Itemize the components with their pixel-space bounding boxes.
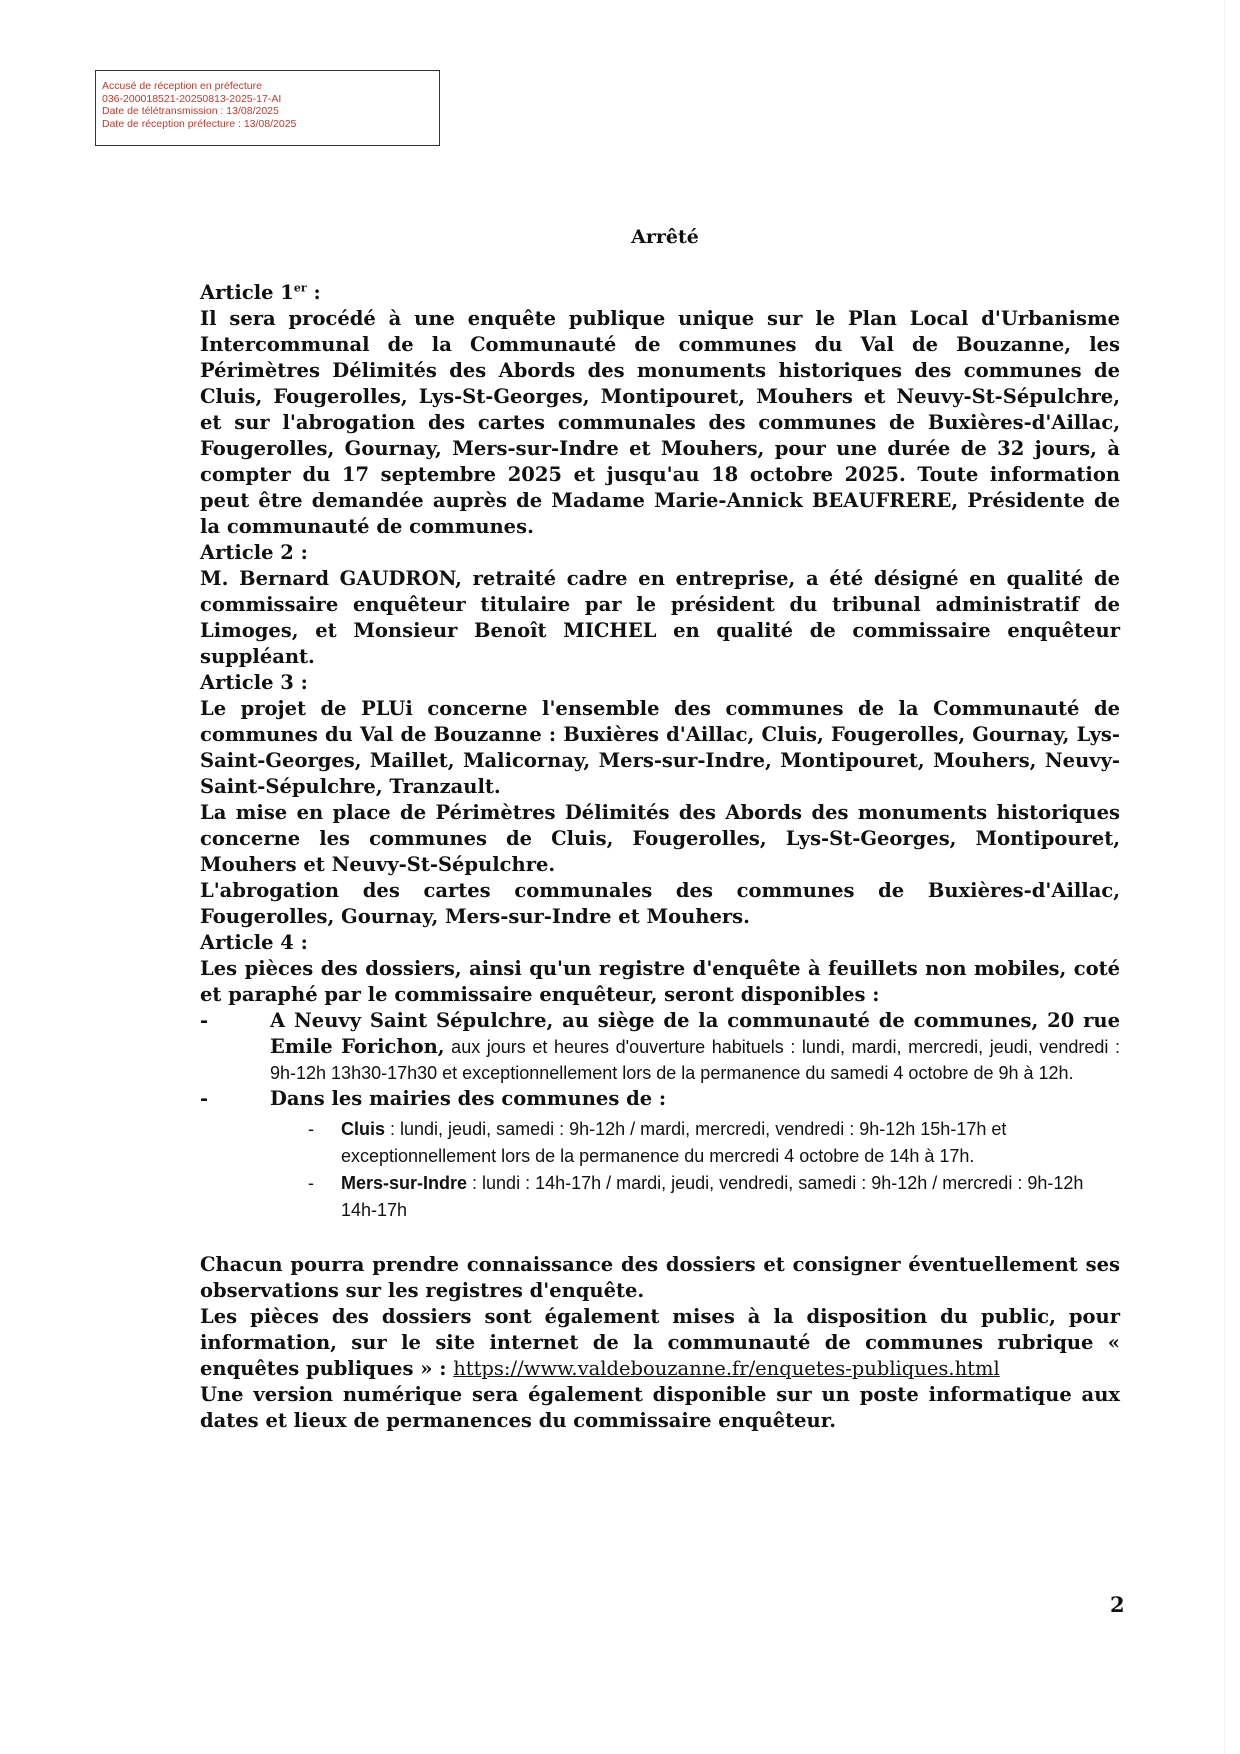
article-3-paragraph: L'abrogation des cartes communales des communes de Buxières-d'Aillac, Fougerolles, Gournay, Mers-sur-Indre et Mouhers. bbox=[200, 879, 1120, 928]
article-1-heading-text: Article 1 bbox=[200, 281, 294, 304]
website-link[interactable]: https://www.valdebouzanne.fr/enquetes-publiques.html bbox=[453, 1357, 1000, 1380]
prefecture-receipt-stamp bbox=[95, 70, 440, 146]
article-1-heading bbox=[200, 280, 1120, 306]
bullet-body bbox=[270, 1008, 1120, 1086]
closing-paragraph: Chacun pourra prendre connaissance des dossiers et consigner éventuellement ses observations sur les registres d'enquête. bbox=[200, 1253, 1120, 1302]
stamp-line: Accusé de réception en préfecture bbox=[102, 80, 262, 92]
stamp-line: Date de télétransmission : 13/08/2025 bbox=[102, 105, 279, 117]
bullet-dash: - bbox=[200, 1087, 209, 1110]
page-number: 2 bbox=[1110, 1592, 1125, 1617]
sub-item-body bbox=[341, 1116, 1120, 1170]
article-1-heading-superscript: er bbox=[293, 281, 307, 295]
bullet-body: Dans les mairies des communes de : bbox=[270, 1087, 667, 1110]
article-3-paragraph: La mise en place de Périmètres Délimités des Abords des monuments historiques concerne les communes de Cluis, Fougerolles, Lys-St-Georges, Montipouret, Mouhers et Neuvy-St-Sépulchre. bbox=[200, 801, 1120, 876]
stamp-line: 036-200018521-20250813-2025-17-AI bbox=[102, 92, 282, 105]
stamp-line: Date de réception préfecture : 13/08/2025 bbox=[102, 117, 297, 130]
sub-bullet-dash: - bbox=[308, 1173, 314, 1193]
article-1-text: Il sera procédé à une enquête publique unique sur le Plan Local d'Urbanisme Intercommunal de la Communauté de communes du Val de Bouzanne, les Périmètres Délimités des Abords des monuments historiques des communes de Cluis, Fougerolles, Lys-St-Georges, Montipouret, Mouhers et Neuvy-St-Sépulchre, et sur l'abrogation des cartes communales des communes de Buxières-d'Aillac, Fougerolles, Gournay, Mers-sur-Indre et Mouhers, pour une durée de 32 jours, à compter du 17 septembre 2025 et jusqu'au 18 octobre 2025. Toute information peut être demandée auprès de Madame Marie-Annick BEAUFRERE, Présidente de la communauté de communes. bbox=[200, 307, 1120, 538]
availability-bullet-siege bbox=[200, 1008, 1120, 1086]
spacer bbox=[200, 1224, 1120, 1252]
commune-name: Mers-sur-Indre bbox=[341, 1173, 468, 1193]
commune-name: Cluis bbox=[341, 1119, 386, 1139]
website-lead-text: Les pièces des dossiers sont également mises à la disposition du public, pour information, sur le site internet de la communauté de communes rubrique « enquêtes publiques » : bbox=[200, 1305, 1120, 1380]
sub-bullet-dash: - bbox=[308, 1119, 314, 1139]
commune-hours: : lundi : 14h-17h / mardi, jeudi, vendredi, samedi : 9h-12h / mercredi : 9h-12h 14h-17h bbox=[341, 1173, 1084, 1220]
document-body bbox=[200, 280, 1120, 1434]
list-item bbox=[308, 1170, 1120, 1224]
sub-item-body bbox=[341, 1170, 1120, 1224]
closing-paragraph-website bbox=[200, 1304, 1120, 1382]
article-4-intro: Les pièces des dossiers, ainsi qu'un registre d'enquête à feuillets non mobiles, coté et paraphé par le commissaire enquêteur, seront disponibles : bbox=[200, 957, 1120, 1006]
bullet-dash: - bbox=[200, 1009, 209, 1032]
article-2-text: M. Bernard GAUDRON, retraité cadre en entreprise, a été désigné en qualité de commissaire enquêteur titulaire par le président du tribunal administratif de Limoges, et Monsieur Benoît MICHEL en qualité de commissaire enquêteur suppléant. bbox=[200, 567, 1120, 668]
availability-bullet-mairies bbox=[200, 1086, 1120, 1112]
closing-paragraph-digital: Une version numérique sera également disponible sur un poste informatique aux dates et lieux de permanences du commissaire enquêteur. bbox=[200, 1383, 1120, 1432]
article-2-heading: Article 2 : bbox=[200, 541, 308, 564]
list-item bbox=[308, 1116, 1120, 1170]
bullet-bold-text: A Neuvy Saint Sépulchre, au siège de la communauté de communes, 20 rue Emile Forichon, bbox=[270, 1009, 1120, 1058]
article-1-heading-suffix: : bbox=[306, 281, 321, 304]
article-3-heading: Article 3 : bbox=[200, 671, 308, 694]
document-title: Arrêté bbox=[631, 226, 699, 248]
bullet-normal-text: aux jours et heures d'ouverture habituels : lundi, mardi, mercredi, jeudi, vendredi : 9h-12h 13h30-17h30 et exceptionnellement lors de la permanence du samedi 4 octobre de 9h à 12h. bbox=[270, 1037, 1121, 1083]
commune-hours: : lundi, jeudi, samedi : 9h-12h / mardi, mercredi, vendredi : 9h-12h 15h-17h et exceptionnellement lors de la permanence du mercredi 4 octobre de 14h à 17h. bbox=[341, 1119, 1007, 1166]
article-3-paragraph: Le projet de PLUi concerne l'ensemble des communes de la Communauté de communes du Val de Bouzanne : Buxières d'Aillac, Cluis, Fougerolles, Gournay, Lys-Saint-Georges, Maillet, Malicornay, Mers-sur-Indre, Montipouret, Mouhers, Neuvy-Saint-Sépulchre, Tranzault. bbox=[200, 697, 1120, 798]
scan-edge-line bbox=[1224, 0, 1225, 1754]
mairies-list bbox=[308, 1116, 1120, 1224]
article-4-heading: Article 4 : bbox=[200, 931, 308, 954]
